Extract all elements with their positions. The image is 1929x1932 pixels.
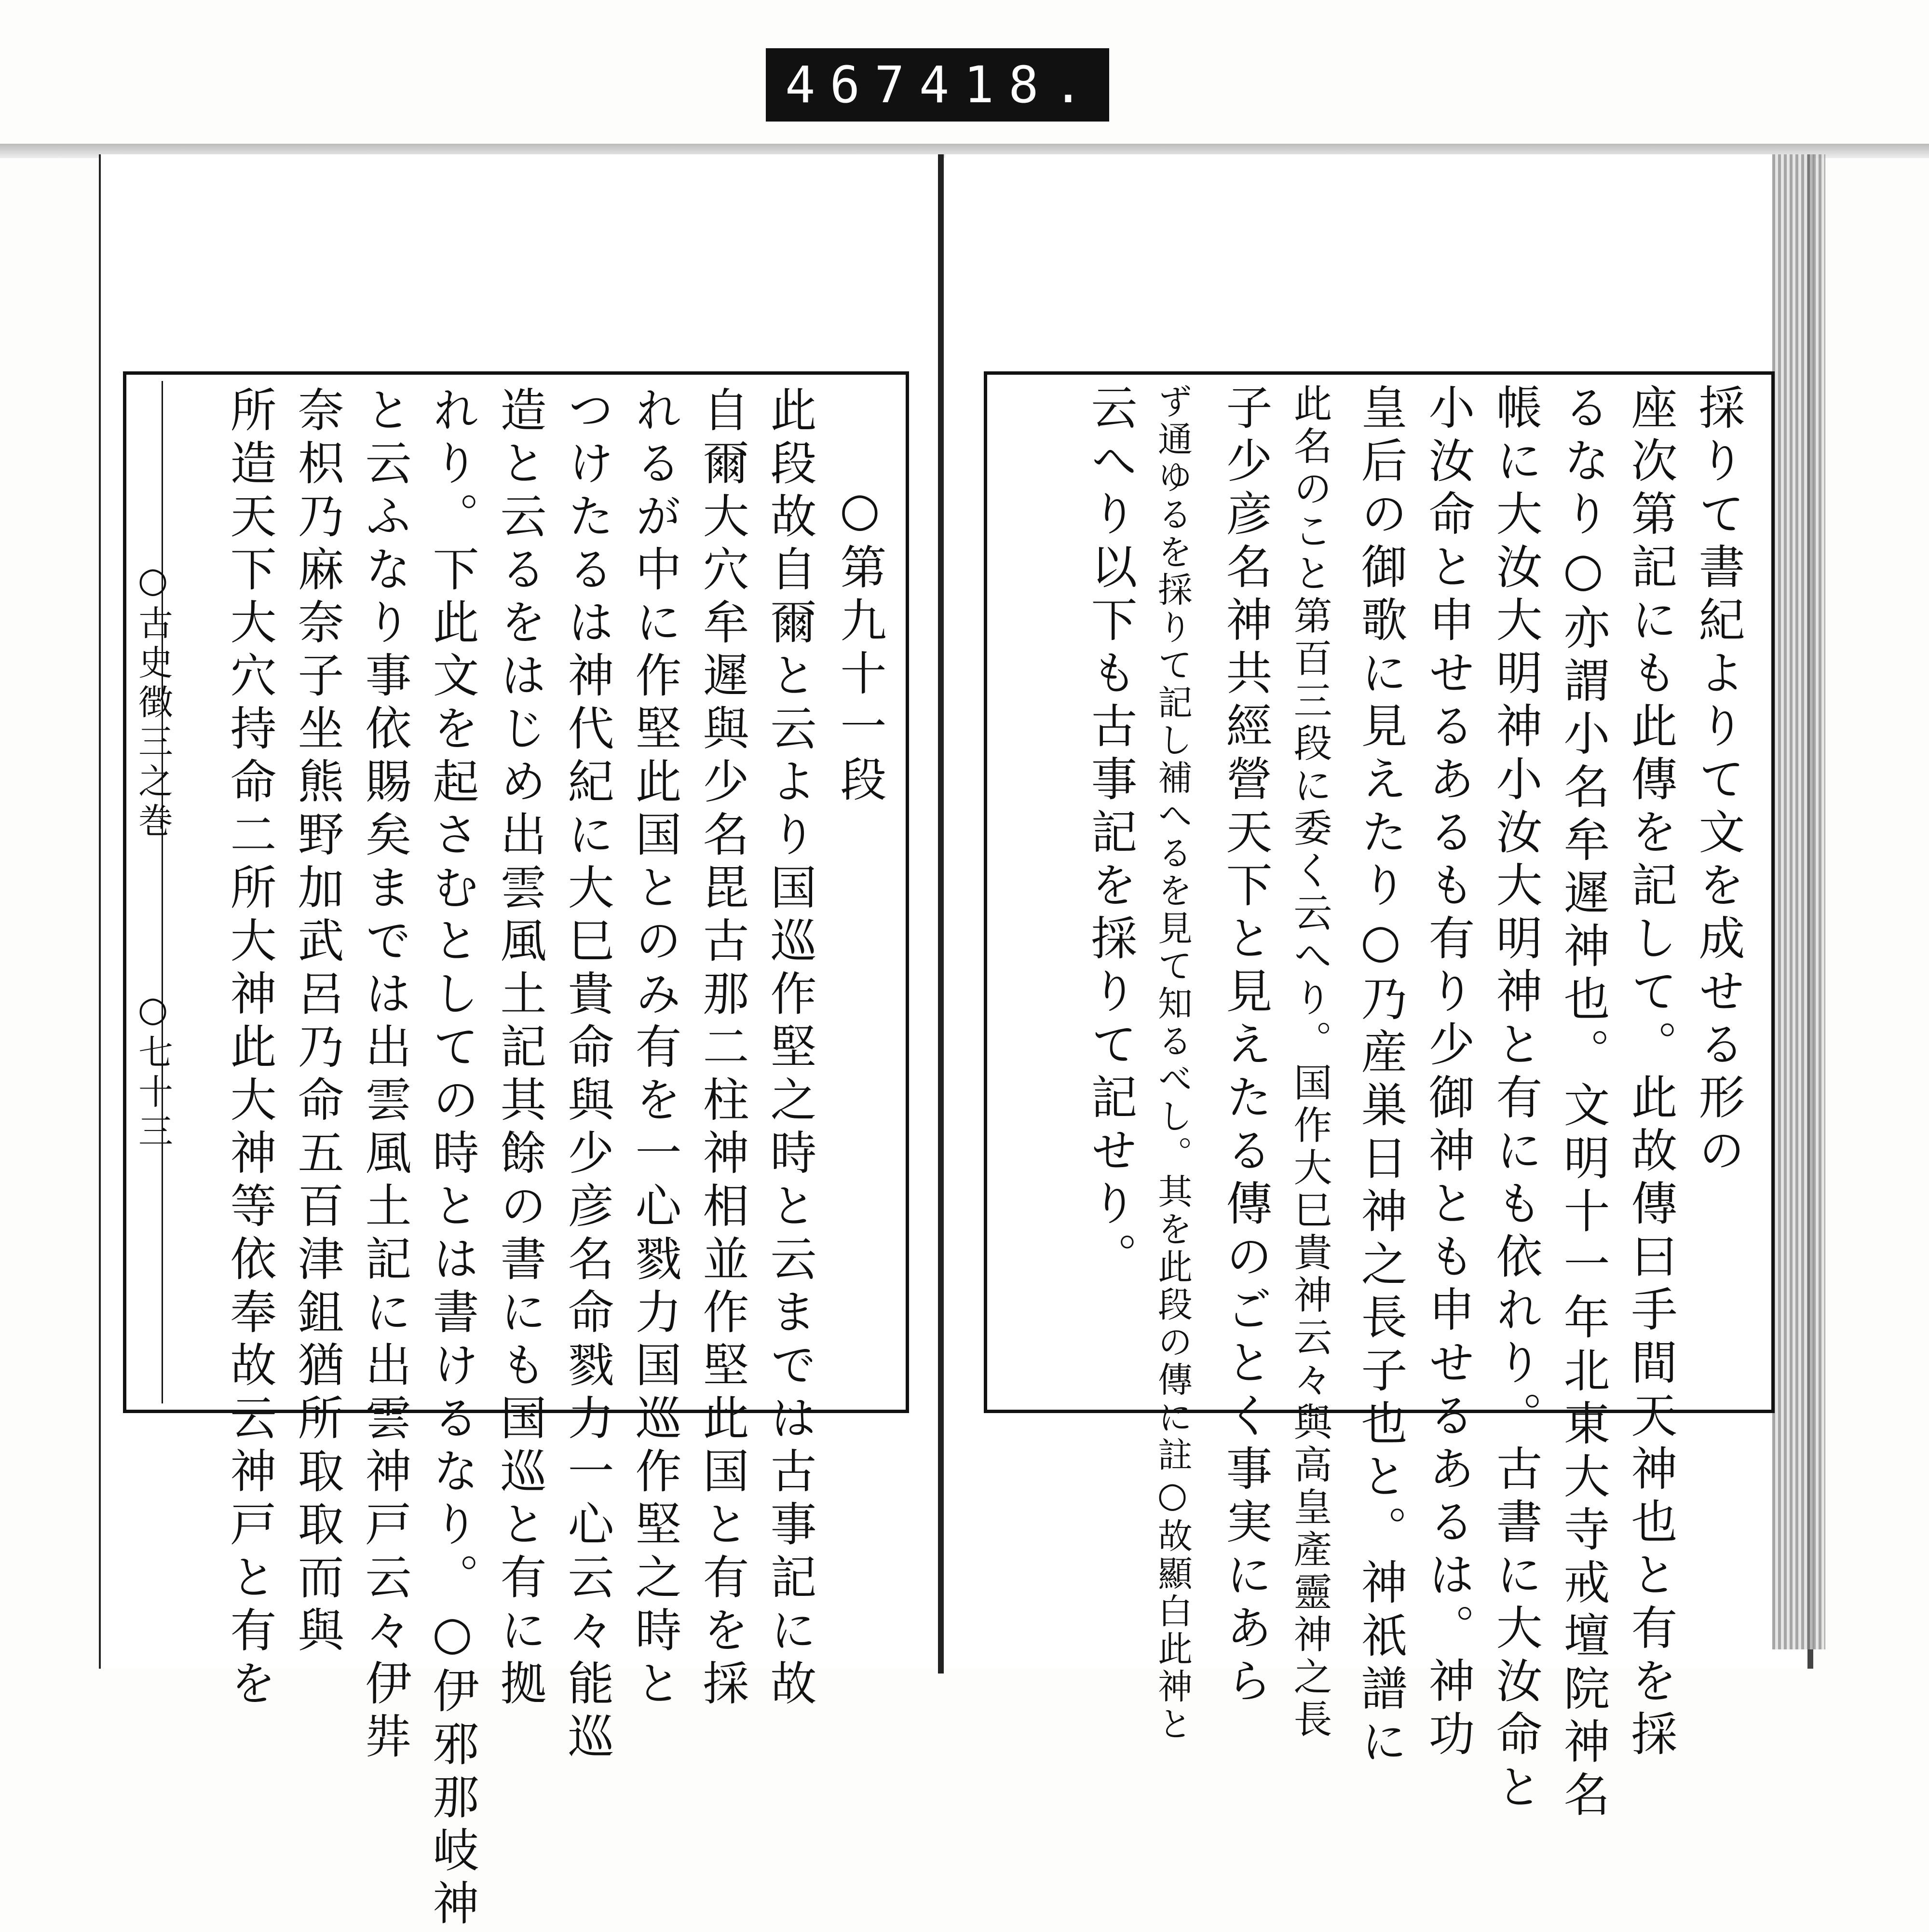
right-col-9: ず通ゆるを採りて記し補へるを見て知るべし。其を此段の傳に註○故顯白此神と bbox=[1152, 383, 1193, 1743]
left-col-4: つけたるは神代紀に大巳貴命與少彦名命戮力一心云々能巡 bbox=[560, 386, 614, 1765]
right-col-8: 子少彦名神共經營天下と見えたる傳のごとく事実にあら bbox=[1219, 383, 1273, 1710]
right-col-3: るなり○亦謂小名牟遲神也。文明十一年北東大寺戒壇院神名 bbox=[1556, 383, 1610, 1823]
left-col-9: 所造天下大穴持命二所大神此大神等依奉故云神戸と有を bbox=[223, 386, 277, 1712]
book-spine bbox=[938, 154, 944, 1673]
call-number-label bbox=[766, 48, 1109, 122]
right-col-7: 此名のこと第百三段に委く云へり。国作大巳貴神云々與高皇產靈神之長 bbox=[1287, 383, 1332, 1742]
left-col-6: れり。下此文を起さむとしての時とは書けるなり。○伊邪那岐神 bbox=[425, 386, 479, 1932]
call-number-left: 467 bbox=[785, 55, 919, 114]
left-col-5: 造と云るをはじめ出雲風土記其餘の書にも国巡と有に拠 bbox=[493, 386, 547, 1712]
left-col-1: 此段故自爾と云より国巡作堅之時と云までは古事記に故 bbox=[763, 386, 817, 1712]
left-col-7: と云ふなり事依賜矣までは出雲風土記に出雲神戸云々伊弉 bbox=[358, 386, 412, 1765]
page-edges bbox=[1772, 154, 1825, 1649]
right-col-4: 帳に大汝大明神小汝大明神と有にも依れり。古書に大汝命と bbox=[1489, 383, 1543, 1816]
page-number: ○七十三 bbox=[133, 989, 173, 1153]
right-col-1: 採りて書紀よりて文を成せる形の bbox=[1691, 383, 1745, 1179]
left-col-8: 奈枳乃麻奈子坐熊野加武呂乃命五百津鉏猶所取取而與 bbox=[290, 386, 344, 1659]
right-col-2: 座次第記にも此傳を記して。此故傳曰手間天神也と有を採 bbox=[1624, 383, 1678, 1763]
running-title: ○古史徴三之巻 bbox=[133, 559, 173, 842]
left-col-3: れるが中に作堅此国とのみ有を一心戮力国巡作堅之時と bbox=[628, 386, 682, 1712]
right-col-5: 小汝命と申せるあるも有り少御神とも申せるあるは。神功 bbox=[1421, 383, 1475, 1763]
right-col-6: 皇后の御歌に見えたり○乃産巣日神之長子也と。神祇譜に bbox=[1354, 383, 1408, 1770]
left-col-2: 自爾大穴牟遲與少名毘古那二柱神相並作堅此国と有を採 bbox=[695, 386, 749, 1712]
call-number-right: 418. bbox=[919, 55, 1098, 114]
section-heading: ○第九十一段 bbox=[833, 482, 887, 808]
right-col-10: 云へり以下も古事記を採りて記せり。 bbox=[1084, 383, 1138, 1285]
margin-rule bbox=[162, 381, 163, 1403]
